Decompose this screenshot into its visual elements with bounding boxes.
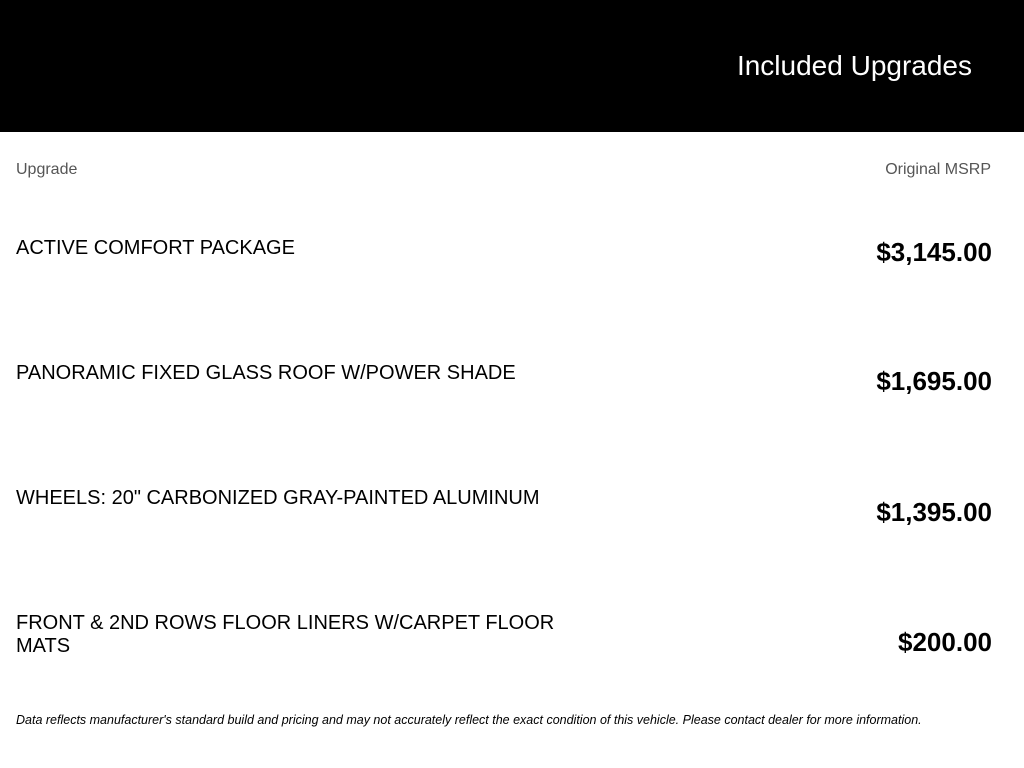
- page-title: Included Upgrades: [736, 50, 972, 81]
- upgrade-name: PANORAMIC FIXED GLASS ROOF W/POWER SHADE: [16, 362, 516, 384]
- header-bar: [0, 0, 1024, 132]
- column-header-upgrade: Upgrade: [16, 161, 78, 178]
- upgrade-price: $1,395.00: [876, 497, 992, 527]
- upgrade-price: $1,695.00: [876, 366, 992, 396]
- list-item: [0, 362, 1024, 422]
- list-item: [0, 487, 1024, 547]
- list-item: [0, 612, 1024, 672]
- disclaimer-text: Data reflects manufacturer's standard build and pricing and may not accurately reflect the exact condition of this vehicle. Please contact dealer for more information.: [16, 713, 922, 727]
- list-item: [0, 237, 1024, 297]
- upgrade-price: $200.00: [898, 627, 992, 657]
- upgrade-name: ACTIVE COMFORT PACKAGE: [16, 237, 295, 259]
- upgrade-name: FRONT & 2ND ROWS FLOOR LINERS W/CARPET FLOOR MATS: [16, 612, 555, 657]
- column-header-msrp: Original MSRP: [885, 161, 991, 178]
- upgrade-name: WHEELS: 20" CARBONIZED GRAY-PAINTED ALUMINUM: [16, 487, 540, 509]
- upgrade-price: $3,145.00: [876, 237, 992, 267]
